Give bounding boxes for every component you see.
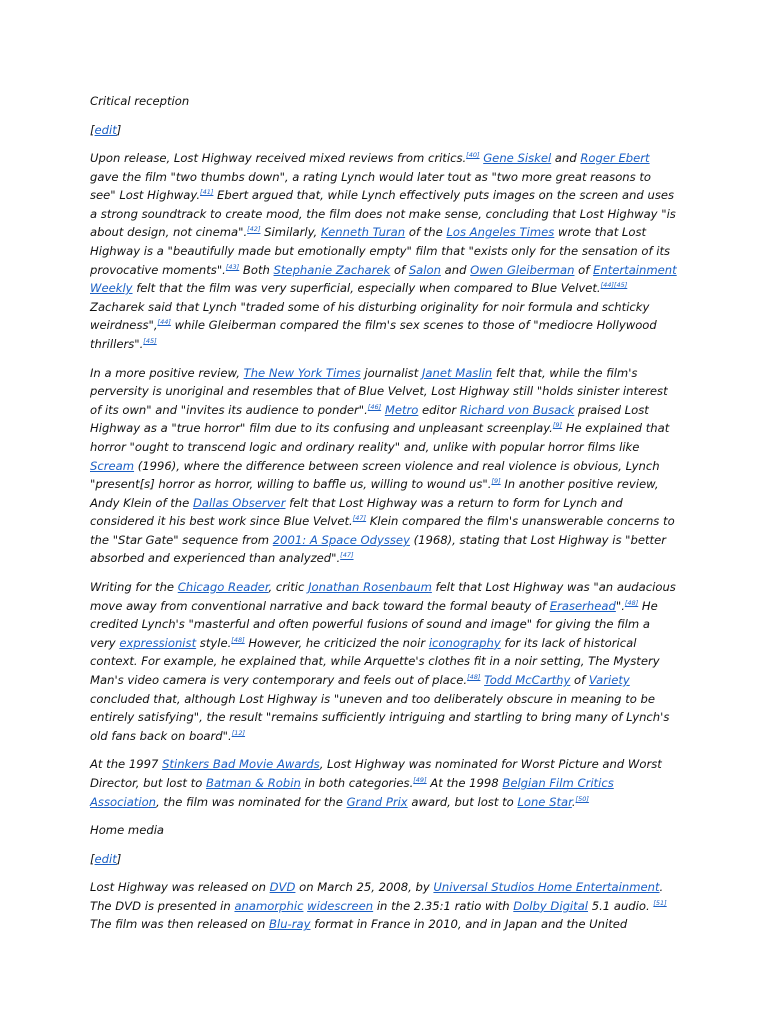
wiki-link-owen-gleiberman[interactable]: Owen Gleiberman [470, 262, 575, 277]
edit-link[interactable]: edit [94, 122, 117, 137]
text-run: , Lost Highway was nominated for Worst Picture and Worst Director, but lost to [90, 757, 662, 790]
text-run: . The DVD is presented in [90, 880, 664, 913]
text-run: Lost Highway was released on [90, 880, 270, 895]
text-run: (1996), where the difference between screen violence and real violence is obvious, Lynch "present[s] horror as horror, willing to baffle us, willing to wound us". [90, 458, 660, 492]
text-run: felt that Lost Highway was "an audacious move away from conventional narrative and back toward the formal beauty of [90, 580, 676, 613]
text-run: gave the film "two thumbs down", a rating Lynch would later tout as "two more great reasons to see" Lost Highway. [90, 169, 652, 203]
citation-link[interactable]: [48] [231, 635, 245, 644]
text-run: of the [405, 225, 447, 240]
citation-link[interactable]: [47] [340, 551, 354, 560]
paragraph [90, 149, 678, 354]
wiki-link-anamorphic[interactable]: anamorphic [234, 898, 304, 913]
citation-link[interactable]: [9] [491, 477, 501, 486]
text-run: format in France in 2010, and in Japan and the United [310, 917, 628, 932]
text-run: editor [418, 402, 460, 417]
wiki-link-variety[interactable]: Variety [588, 673, 630, 688]
edit-bracket-close: ] [116, 851, 122, 866]
text-run: while Gleiberman compared the film's sex scenes to those of "mediocre Hollywood thrillers". [90, 318, 657, 351]
wiki-link-metro[interactable]: Metro [384, 402, 419, 417]
wiki-link-universal-studios-home-entertainment[interactable]: Universal Studios Home Entertainment [433, 880, 660, 895]
wiki-link-gene-siskel[interactable]: Gene Siskel [483, 151, 552, 165]
citation [232, 729, 245, 737]
citation [553, 421, 562, 429]
text-run: Klein compared the film's unanswerable concerns to the "Star Gate" sequence from [90, 514, 675, 547]
text-run: Writing for the [90, 580, 178, 595]
text-run: , the film was nominated for the [156, 794, 347, 809]
citation-link[interactable]: [9] [552, 421, 563, 430]
text-run: However, he criticized the noir [244, 635, 429, 650]
text-run: (1968), stating that Lost Highway is "better absorbed and experienced than analyzed". [90, 532, 666, 566]
citation [368, 403, 381, 411]
text-run: felt that Lost Highway was a return to form for Lynch and considered it his best work since Blue Velvet. [90, 495, 623, 529]
article-body [90, 92, 678, 944]
text-run: Both [239, 262, 274, 277]
text-run: In another positive review, Andy Klein of the [90, 477, 659, 510]
edit-link[interactable]: edit [94, 851, 117, 866]
citation-link[interactable]: [49] [413, 776, 427, 785]
text-run: in both categories. [300, 776, 414, 790]
text-run: He credited Lynch's "masterful and often powerful fusions of sound and image" for giving the film a very [90, 598, 658, 650]
text-run: In a more positive review, [90, 365, 244, 380]
wiki-link-belgian-film-critics-association[interactable]: Belgian Film Critics Association [90, 776, 614, 809]
citation-link[interactable]: [44][45] [600, 281, 628, 290]
wiki-link-dallas-observer[interactable]: Dallas Observer [192, 495, 286, 510]
section-heading-home-media: Home media [90, 823, 165, 838]
text-run: . [571, 794, 576, 809]
wiki-link-jonathan-rosenbaum[interactable]: Jonathan Rosenbaum [308, 580, 432, 595]
citation [653, 899, 666, 907]
text-run: Zacharek said that Lynch "traded some of his disturbing originality for noir formula and schticky weirdness", [90, 299, 650, 333]
citation [143, 337, 156, 345]
paragraph [90, 364, 678, 569]
wiki-link-todd-mccarthy[interactable]: Todd McCarthy [484, 673, 571, 688]
wiki-link-stephanie-zacharek[interactable]: Stephanie Zacharek [273, 262, 391, 277]
wiki-link-roger-ebert[interactable]: Roger Ebert [580, 151, 650, 165]
text-run: journalist [360, 365, 422, 380]
wiki-link-lone-star[interactable]: Lone Star [517, 794, 572, 809]
text-run: wrote that Lost Highway is a "beautifully made but emotionally empty" film that "exists only for the sensation of its provocative moments". [90, 225, 671, 277]
citation [158, 318, 171, 326]
citation-link[interactable]: [48] [467, 673, 481, 682]
wiki-link-widescreen[interactable]: widescreen [307, 898, 374, 913]
wiki-link-scream[interactable]: Scream [90, 458, 135, 473]
edit-section-critical-reception [90, 121, 678, 140]
wiki-link-dolby-digital[interactable]: Dolby Digital [513, 898, 589, 913]
citation [247, 226, 260, 234]
wiki-link-kenneth-turan[interactable]: Kenneth Turan [320, 225, 406, 240]
wiki-link-iconography[interactable]: iconography [428, 635, 501, 650]
text-run: praised Lost Highway as a "true horror" film due to its confusing and unpleasant screenplay. [90, 402, 649, 436]
edit-bracket-open: [ [90, 851, 95, 866]
text-run: The film was then released on [90, 917, 270, 932]
wiki-link-expressionist[interactable]: expressionist [119, 635, 197, 650]
citation [576, 795, 589, 803]
edit-bracket-open: [ [90, 122, 95, 137]
text-run: Similarly, [260, 225, 321, 240]
text-run: on March 25, 2008, by [295, 880, 434, 895]
text-run: At the 1997 [90, 757, 163, 772]
citation-link[interactable]: [48] [624, 598, 639, 607]
wiki-link-chicago-reader[interactable]: Chicago Reader [177, 580, 269, 595]
citation [625, 599, 638, 607]
citation [226, 263, 239, 271]
wiki-link-eraserhead[interactable]: Eraserhead [549, 598, 616, 613]
citation [467, 673, 480, 681]
wiki-link-los-angeles-times[interactable]: Los Angeles Times [446, 225, 555, 240]
citation-link[interactable]: [41] [200, 188, 214, 197]
citation-link[interactable]: [40] [466, 151, 480, 160]
text-run: of [390, 262, 409, 277]
citation [413, 776, 426, 784]
text-run: felt that, while the film's perversity is unoriginal and resembles that of Blue Velvet, Lost Highway still "holds sinister interest of its own" and "invites its audience to ponder". [90, 365, 668, 417]
citation [601, 281, 628, 289]
wiki-link-2001-a-space-odyssey[interactable]: 2001: A Space Odyssey [272, 532, 410, 547]
text-run: Upon release, Lost Highway received mixed reviews from critics. [90, 151, 467, 165]
paragraph [90, 578, 678, 745]
wiki-link-batman-robin[interactable]: Batman & Robin [205, 776, 301, 790]
citation-link[interactable]: [43] [225, 262, 240, 271]
text-run: of [570, 673, 589, 688]
text-run: in the 2.35:1 ratio with [373, 898, 514, 913]
text-run: and [440, 262, 471, 277]
citation [466, 151, 479, 159]
citation-link[interactable]: [47] [352, 514, 367, 523]
wiki-link-janet-maslin[interactable]: Janet Maslin [421, 365, 493, 380]
wiki-link-the-new-york-times[interactable]: The New York Times [243, 365, 361, 380]
text-run: concluded that, although Lost Highway is "uneven and too deliberately obscure in meaning to be entirely satisfying", the result "remains sufficiently intriguing and startling to bring many of Lynch's old fans back on board". [90, 691, 670, 743]
citation-link[interactable]: [46] [367, 402, 382, 411]
wiki-link-stinkers-bad-movie-awards[interactable]: Stinkers Bad Movie Awards [162, 757, 320, 772]
citation [353, 514, 366, 522]
citation-link[interactable]: [51] [653, 898, 667, 907]
citation [231, 636, 244, 644]
citation-link[interactable]: [12] [231, 728, 246, 737]
wiki-link-salon[interactable]: Salon [408, 262, 441, 277]
wiki-link-entertainment-weekly[interactable]: Entertainment Weekly [90, 262, 677, 296]
paragraph [90, 755, 678, 811]
text-run: , critic [268, 580, 309, 595]
text-run: of [574, 262, 594, 277]
text-run: 5.1 audio. [588, 898, 654, 913]
citation-link[interactable]: [44] [157, 318, 171, 327]
edit-section-home-media [90, 850, 678, 869]
paragraph [90, 878, 678, 934]
citation [200, 188, 213, 196]
text-run: style. [196, 635, 232, 650]
text-run: award, but lost to [407, 794, 518, 809]
text-run: Ebert argued that, while Lynch effectively puts images on the screen and uses a strong soundtrack to create mood, the film does not make sense, concluding that Lost Highway "is about design, not cinema". [90, 188, 676, 240]
text-run: ". [615, 598, 625, 613]
citation-link[interactable]: [45] [143, 337, 157, 346]
text-run: At the 1998 [426, 776, 503, 790]
wiki-link-grand-prix[interactable]: Grand Prix [346, 794, 408, 809]
text-run: felt that the film was very superficial, especially when compared to Blue Velvet. [132, 281, 601, 296]
citation [491, 477, 500, 485]
citation-link[interactable]: [50] [575, 794, 589, 803]
wiki-link-blu-ray[interactable]: Blu-ray [269, 917, 311, 932]
text-run: and [551, 151, 581, 165]
wiki-link-dvd[interactable]: DVD [269, 880, 296, 895]
wiki-link-richard-von-busack[interactable]: Richard von Busack [459, 402, 575, 417]
text-run: for its lack of historical context. For example, he explained that, while Arquette's clothes fit in a noir setting, The Mystery Man's video camera is very contemporary and feels out of place. [90, 635, 660, 688]
section-heading-critical-reception: Critical reception [90, 94, 190, 108]
citation [340, 552, 353, 560]
text-run: He explained that horror "ought to transcend logic and ordinary reality" and, unlike with popular horror films like [90, 421, 670, 454]
edit-bracket-close: ] [116, 122, 122, 137]
citation-link[interactable]: [42] [247, 225, 261, 234]
